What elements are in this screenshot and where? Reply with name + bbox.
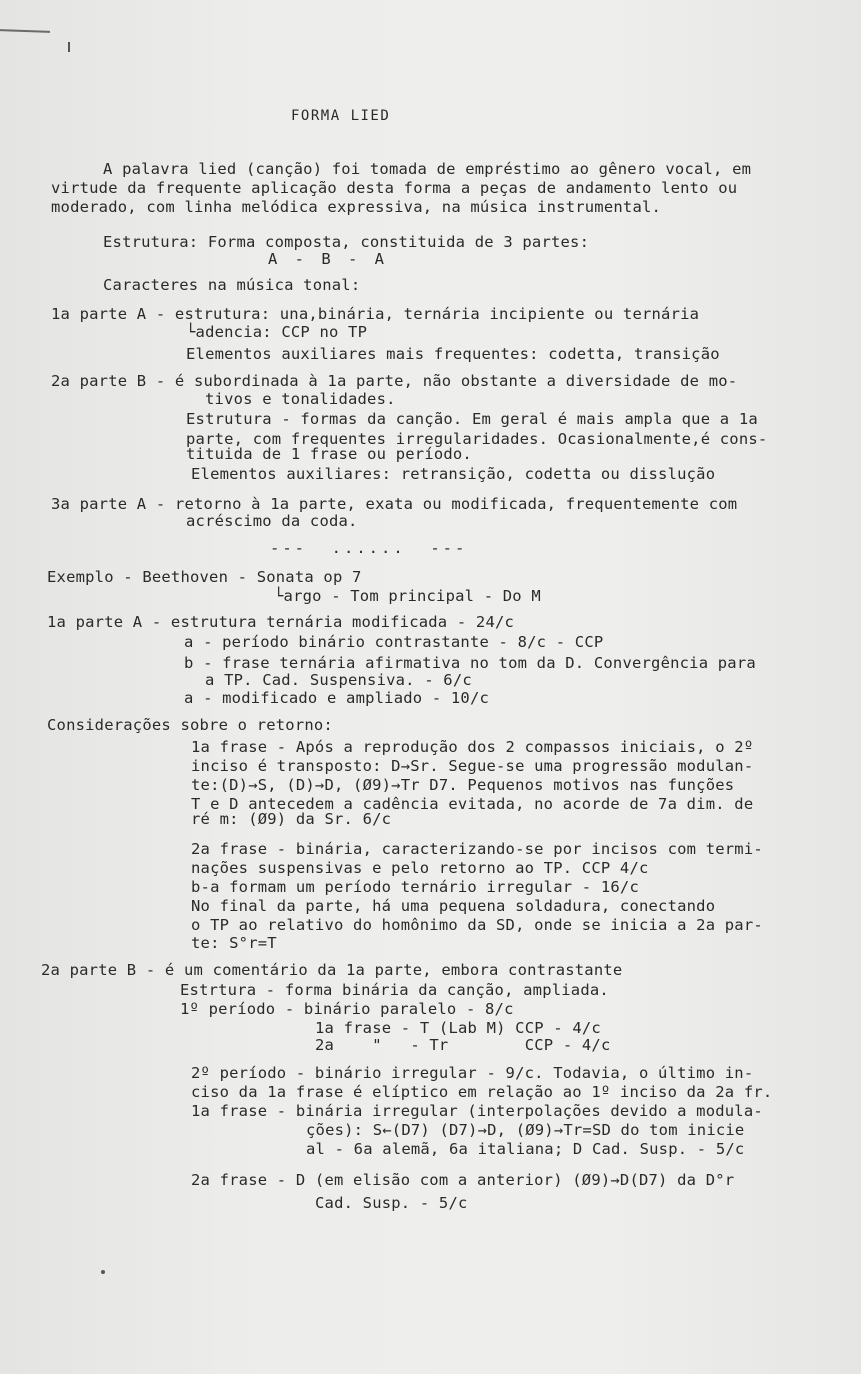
consideracoes-frase1-line-2: inciso é transposto: D→Sr. Segue-se uma progressão modulan-: [191, 757, 754, 775]
parte2b-periodo2-line-5: al - 6a alemã, 6a italiana; D Cad. Susp. - 5/c: [306, 1140, 745, 1158]
caracteres-heading: Caracteres na música tonal:: [103, 276, 361, 294]
consideracoes-frase2-line-2: nações suspensivas e pelo retorno ao TP. CCP 4/c: [191, 859, 649, 877]
parte2b-sub-2: 2a " - Tr CCP - 4/c: [315, 1036, 611, 1054]
exemplo-parte1-line-3: b - frase ternária afirmativa no tom da D. Convergência para: [184, 654, 756, 672]
tick-mark: [68, 42, 70, 52]
parte3-line-1: 3a parte A - retorno à 1a parte, exata ou modificada, frequentemente com: [51, 495, 738, 513]
exemplo-line-2: └argo - Tom principal - Do M: [274, 587, 541, 605]
estrutura-line: Estrutura: Forma composta, constituida de 3 partes:: [103, 233, 590, 251]
parte2b-line-3: 1º período - binário paralelo - 8/c: [180, 1000, 514, 1018]
parte2b-periodo2-line-3: 1a frase - binária irregular (interpolações devido a modula-: [191, 1102, 763, 1120]
parte2b-sub-1: 1a frase - T (Lab M) CCP - 4/c: [315, 1019, 601, 1037]
exemplo-parte1-line-1: 1a parte A - estrutura ternária modificada - 24/c: [47, 613, 515, 631]
page-title: FORMA LIED: [291, 108, 391, 124]
parte2b-periodo2-line-1: 2º período - binário irregular - 9/c. Todavia, o último in-: [191, 1064, 754, 1082]
parte1-line-2: └adencia: CCP no TP: [186, 323, 368, 341]
intro-line-2: virtude da frequente aplicação desta forma a peças de andamento lento ou: [51, 179, 738, 197]
consideracoes-frase2-line-4: No final da parte, há uma pequena soldadura, conectando: [191, 897, 716, 915]
corner-pencil-mark: [0, 29, 50, 33]
parte2-line-4: parte, com frequentes irregularidades. Ocasionalmente,é cons-: [186, 430, 768, 448]
parte2-line-5: tituida de 1 frase ou período.: [186, 445, 472, 463]
section-separator: --- ...... ---: [270, 539, 468, 557]
parte2b-periodo2-line-4: ções): S←(D7) (D7)→D, (Ø9)→Tr=SD do tom inicie: [306, 1121, 745, 1139]
parte3-line-2: acréscimo da coda.: [186, 512, 358, 530]
parte2b-line-1: 2a parte B - é um comentário da 1a parte, embora contrastante: [41, 961, 623, 979]
exemplo-line-1: Exemplo - Beethoven - Sonata op 7: [47, 568, 362, 586]
consideracoes-frase2-line-3: b-a formam um período ternário irregular - 16/c: [191, 878, 639, 896]
parte2b-line-2: Estrtura - forma binária da canção, ampliada.: [180, 981, 609, 999]
parte2-line-6: Elementos auxiliares: retransição, codetta ou disslução: [191, 465, 716, 483]
consideracoes-frase2-line-5: o TP ao relativo do homônimo da SD, onde se inicia a 2a par-: [191, 916, 763, 934]
parte2-line-3: Estrutura - formas da canção. Em geral é mais ampla que a 1a: [186, 410, 758, 428]
parte2b-frase2-line-1: 2a frase - D (em elisão com a anterior) (Ø9)→D(D7) da D°r: [191, 1171, 735, 1189]
consideracoes-heading: Considerações sobre o retorno:: [47, 716, 333, 734]
parte2b-frase2-line-2: Cad. Susp. - 5/c: [315, 1194, 468, 1212]
parte2b-periodo2-line-2: ciso da 1a frase é elíptico em relação ao 1º inciso da 2a fr.: [191, 1083, 773, 1101]
consideracoes-frase1-line-5: ré m: (Ø9) da Sr. 6/c: [191, 810, 392, 828]
ink-speck: [101, 1270, 105, 1274]
estrutura-aba: A - B - A: [268, 250, 388, 268]
intro-line-1: A palavra lied (canção) foi tomada de empréstimo ao gênero vocal, em: [103, 160, 752, 178]
consideracoes-frase1-line-1: 1a frase - Após a reprodução dos 2 compassos iniciais, o 2º: [191, 738, 754, 756]
exemplo-parte1-line-5: a - modificado e ampliado - 10/c: [184, 689, 490, 707]
parte1-line-3: Elementos auxiliares mais frequentes: codetta, transição: [186, 345, 720, 363]
exemplo-parte1-line-4: a TP. Cad. Suspensiva. - 6/c: [205, 671, 472, 689]
parte1-line-1: 1a parte A - estrutura: una,binária, ternária incipiente ou ternária: [51, 305, 700, 323]
consideracoes-frase2-line-1: 2a frase - binária, caracterizando-se por incisos com termi-: [191, 840, 763, 858]
parte2-line-1: 2a parte B - é subordinada à 1a parte, não obstante a diversidade de mo-: [51, 372, 738, 390]
exemplo-parte1-line-2: a - período binário contrastante - 8/c - CCP: [184, 633, 604, 651]
intro-line-3: moderado, com linha melódica expressiva, na música instrumental.: [51, 198, 662, 216]
consideracoes-frase1-line-3: te:(D)→S, (D)→D, (Ø9)→Tr D7. Pequenos motivos nas funções: [191, 776, 735, 794]
parte2-line-2: tivos e tonalidades.: [205, 390, 396, 408]
consideracoes-frase1-line-4: T e D antecedem a cadência evitada, no acorde de 7a dim. de: [191, 795, 754, 813]
consideracoes-frase2-line-6: te: S°r=T: [191, 934, 277, 952]
